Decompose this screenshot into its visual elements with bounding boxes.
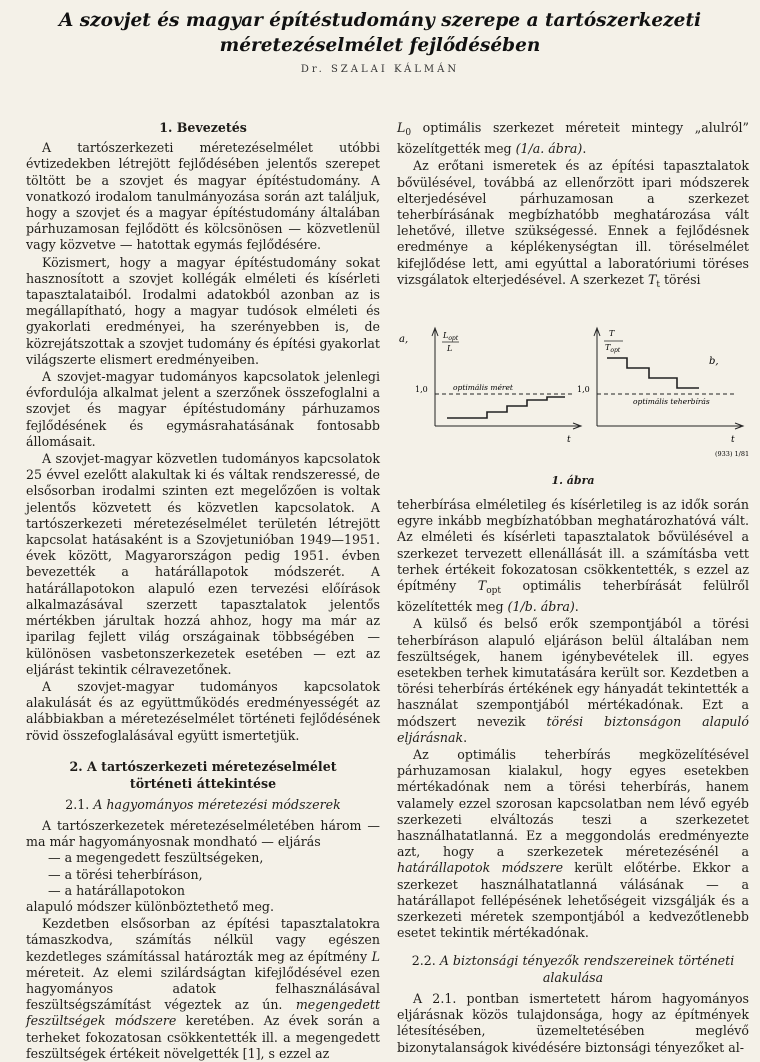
right-column-bottom bbox=[397, 497, 749, 1056]
panel-b-ref-text: optimális teherbírás bbox=[633, 397, 710, 406]
text-run: törési bbox=[659, 271, 701, 287]
paragraph: alapuló módszer különböztethető meg. bbox=[26, 898, 274, 914]
panel-b-t-label: t bbox=[731, 435, 735, 445]
text-run: méreteit. Az elemi szilárdságtan kifejlődésével ezen hagyományos adatok felhasználásával feszültségszámítást végeztek az ún. bbox=[26, 964, 380, 1013]
y-den: T bbox=[605, 343, 611, 352]
subsection-number: 2.2. bbox=[411, 953, 436, 969]
symbol-L: L bbox=[371, 948, 380, 964]
paragraph bbox=[26, 916, 380, 1062]
figure-code: (933) 1/81 bbox=[715, 450, 749, 458]
paragraph: A szovjet-magyar tudományos kapcsolatok alakulását és az együttműködés eredményességét az alábbiakban a méretezéselmélet történeti fejlődésének rövid összefoglalásával együtt ismertetjük. bbox=[26, 678, 380, 743]
figure-ref: (1/b. ábra) bbox=[507, 599, 575, 615]
symbol-T: T bbox=[647, 271, 657, 287]
paragraph: A tartószerkezetek méretezéselméletében három — ma már hagyományosnak mondható — eljárás bbox=[26, 817, 380, 850]
paragraph: A szovjet-magyar közvetlen tudományos kapcsolatok 25 évvel ezelőtt alakultak ki és váltak rendszeressé, de elsősorban irodalmi szinten ezt megelőzően is voltak jelentős közvetett és közvetlen kapcsolatok. A tartószerkezeti méretezéselmélet területén létrejött kapcsolat hatásaként is a Szovjetunióban 1949—1951. évek között, Magyarországon pedig 1951. évben bevezették a határállapotok módszerét. A határállapotokon alapuló ezen tervezési előírások alkalmazásával szerzett tapasztalatok jelentős mértékben járultak hozzá ahhoz, hogy ma már az iparilag fejlett világ országainak többségében — különösen vasbetonszerkezetek esetében — ezt az eljárást tekintik célravezetőnek. bbox=[26, 451, 380, 677]
section-2-heading bbox=[26, 758, 380, 792]
text-run: optimális szerkezet méreteit mintegy „alulról” közelítgették meg bbox=[397, 120, 749, 157]
article-title bbox=[40, 8, 720, 58]
panel-a-y-label-den: L bbox=[447, 344, 453, 353]
emphasis: törési biztonságon alapuló eljárásnak bbox=[397, 713, 749, 745]
y-sub: opt bbox=[448, 335, 459, 342]
figure-caption: 1. ábra bbox=[551, 474, 595, 487]
paragraph bbox=[397, 747, 749, 941]
subscript: t bbox=[656, 279, 660, 290]
author: Dr. SZALAI KÁLMÁN bbox=[300, 64, 460, 75]
panel-a bbox=[432, 328, 581, 429]
text-run: A külső és belső erők szempontjából a törési teherbíráson alapuló eljáráson belül általában nem feszültségek, hanem igénybevételek ill. egyes esetekben terhek kimutatására került sor. Kezdetben a törési teherbírás értékének egy hányadát tekintették a használat szempontjából mértékadónak. Ezt a módszert nevezik bbox=[397, 616, 749, 729]
paragraph: A 2.1. pontban ismertetett három hagyományos eljárásnak közös tulajdonsága, hogy az építmények létesítésében, üzemeltetésében meglévő bizonytalanságok kivédésére biztonsági tényezőket al- bbox=[397, 990, 749, 1055]
panel-b-label: b, bbox=[709, 356, 719, 367]
text-run: Az erőtani ismeretek és az építési tapasztalatok bővülésével, továbbá az ellenőrzött ipari módszerek elterjedésével párhuzamosan a szerkezet teherbírásának megbízhatóbb meghatározása vált lehetővé, illetve szükségessé. Ennek a fejlődésnek eredménye a képlékenységtan ill. töréselmélet kifejlődése lett, ami egyúttal a laboratóriumi töréses vizsgálatok elterjedésével. A szerkezet bbox=[397, 158, 749, 287]
left-column bbox=[26, 120, 380, 1062]
panel-a-y-label-num bbox=[442, 331, 459, 342]
paragraph: Közismert, hogy a magyar építéstudomány sokat hasznosított a szovjet kollégák elméleti és kísérleti tapasztalataiból. Irodalmi adatokból azonban az is megállapítható, hogy a magyar tudósok elméleti és gyakorlati eredményei, ha szerényebben is, de közrejátszottak a szovjet tudomány és építési gyakorlat világszerte elismert eredményeiben. bbox=[26, 254, 380, 367]
panel-a-ref-value: 1,0 bbox=[415, 385, 428, 394]
panel-b-y-label-num: T bbox=[609, 329, 615, 338]
subsection-title-line-1: A biztonsági tényezők rendszereinek történeti bbox=[439, 953, 735, 969]
symbol-T: T bbox=[477, 578, 487, 594]
text-run: . bbox=[582, 141, 587, 157]
title-line-2: méretezéselmélet fejlődésében bbox=[219, 35, 541, 56]
right-column-top bbox=[397, 120, 749, 293]
subsection-2-2-heading bbox=[397, 953, 749, 985]
figure-ref: (1/a. ábra) bbox=[515, 141, 583, 157]
panel-a-step-curve bbox=[447, 397, 565, 418]
panel-b-ref-value: 1,0 bbox=[577, 385, 590, 394]
subsection-number: 2.1. bbox=[65, 796, 90, 812]
subsection-title-line-2: alakulása bbox=[542, 969, 604, 985]
figure-1-drawing bbox=[397, 316, 749, 476]
paragraph-continued bbox=[397, 497, 749, 615]
panel-a-t-label: t bbox=[567, 435, 571, 445]
list-item: — a határállapotokon bbox=[48, 882, 186, 898]
text-run: Az optimális teherbírás megközelítésével párhuzamosan kialakul, hogy egyes esetekben mértékadónak nem a törési teherbírás, hanem valamely ezzel szorosan kapcsolatban nem lévő egyéb szerkezeti elváltozás teszi a szerkezetet használhatatlanná. Ez a meggondolás eredményezte azt, hogy a szerkezetek méretezésénél a bbox=[397, 747, 749, 860]
subscript: 0 bbox=[405, 128, 412, 138]
text-run: teherbírása elméletileg és kísérletileg is az idők során egyre inkább megbízhatóbban meghatározhatóvá vált. Az elméleti és kísérleti tapasztalatok bővülésével a szerkezet tervezett ellenállását ill. a számításba vett terhek értékeit fokozatosan csökkentették, s ezzel az építmény bbox=[397, 497, 749, 594]
list-item: — a megengedett feszültségeken, bbox=[48, 850, 264, 866]
figure-1 bbox=[397, 316, 749, 488]
text-run: került előtérbe. Ekkor a szerkezet használhatatlanná válásának — a határállapot fellépésének lehetőségeit vizsgálják és a szerkezeti méretek szempontjából a kedvezőtlenebb esetet tekintik mértékadónak. bbox=[397, 860, 750, 941]
panel-a-ref-text: optimális méret bbox=[453, 383, 513, 392]
text-run: optimális teherbírását felülről közelítették meg bbox=[397, 578, 749, 615]
panel-b-y-label-den bbox=[605, 343, 621, 354]
y-sub: opt bbox=[610, 347, 621, 354]
y-num: L bbox=[443, 331, 449, 340]
panel-b bbox=[594, 328, 743, 429]
text-run: Kezdetben elsősorban az építési tapasztalatokra támaszkodva, számítás nélkül vagy egészen kezdetleges számítással határozták meg az építmény bbox=[26, 916, 380, 964]
emphasis: határállapotok módszere bbox=[397, 860, 564, 876]
list-item: — a törési teherbíráson, bbox=[48, 866, 203, 882]
panel-a-label: a, bbox=[399, 334, 409, 345]
paragraph bbox=[397, 158, 749, 293]
emphasis: megengedett feszültségek módszere bbox=[26, 997, 380, 1029]
section-2-heading-line-2: történeti áttekintése bbox=[129, 775, 277, 791]
subsection-title: A hagyományos méretezési módszerek bbox=[93, 796, 341, 812]
subscript: opt bbox=[486, 586, 501, 597]
paragraph-continued bbox=[397, 120, 749, 157]
subsection-2-1-heading bbox=[26, 797, 380, 813]
method-list bbox=[26, 850, 380, 899]
panel-b-step-curve bbox=[607, 358, 699, 388]
paragraph bbox=[397, 616, 749, 746]
text-run: keretében. Az évek során a terheket fokozatosan csökkentették ill. a megengedett feszültségek értékeit növelgették [1], s ezzel az bbox=[26, 1013, 380, 1061]
paragraph: A szovjet-magyar tudományos kapcsolatok jelenlegi évfordulója alkalmat jelent a szerzőnek összefoglalni a szovjet és magyar építéstudomány párhuzamos fejlődésének és egymásrahatásának fontosabb állomásait. bbox=[26, 369, 380, 449]
section-1-heading: 1. Bevezetés bbox=[159, 120, 247, 135]
symbol-L0: L bbox=[397, 120, 406, 135]
section-2-heading-line-1: 2. A tartószerkezeti méretezéselmélet bbox=[69, 758, 337, 774]
text-run: . bbox=[574, 599, 579, 615]
text-run: . bbox=[463, 729, 468, 745]
title-line-1: A szovjet és magyar építéstudomány szerepe a tartószerkezeti bbox=[58, 10, 702, 31]
paragraph: A tartószerkezeti méretezéselmélet utóbbi évtizedekben létrejött fejlődésében jelentős szerepet töltött be a szovjet és magyar építéstudomány. A vonatkozó irodalom tanulmányozása során azt találjuk, hogy a szovjet és a magyar építéstudomány általában párhuzamosan fejlődött és kölcsönösen — közvetlenül vagy közvetve — hatottak egymás fejlődésére. bbox=[26, 140, 380, 253]
